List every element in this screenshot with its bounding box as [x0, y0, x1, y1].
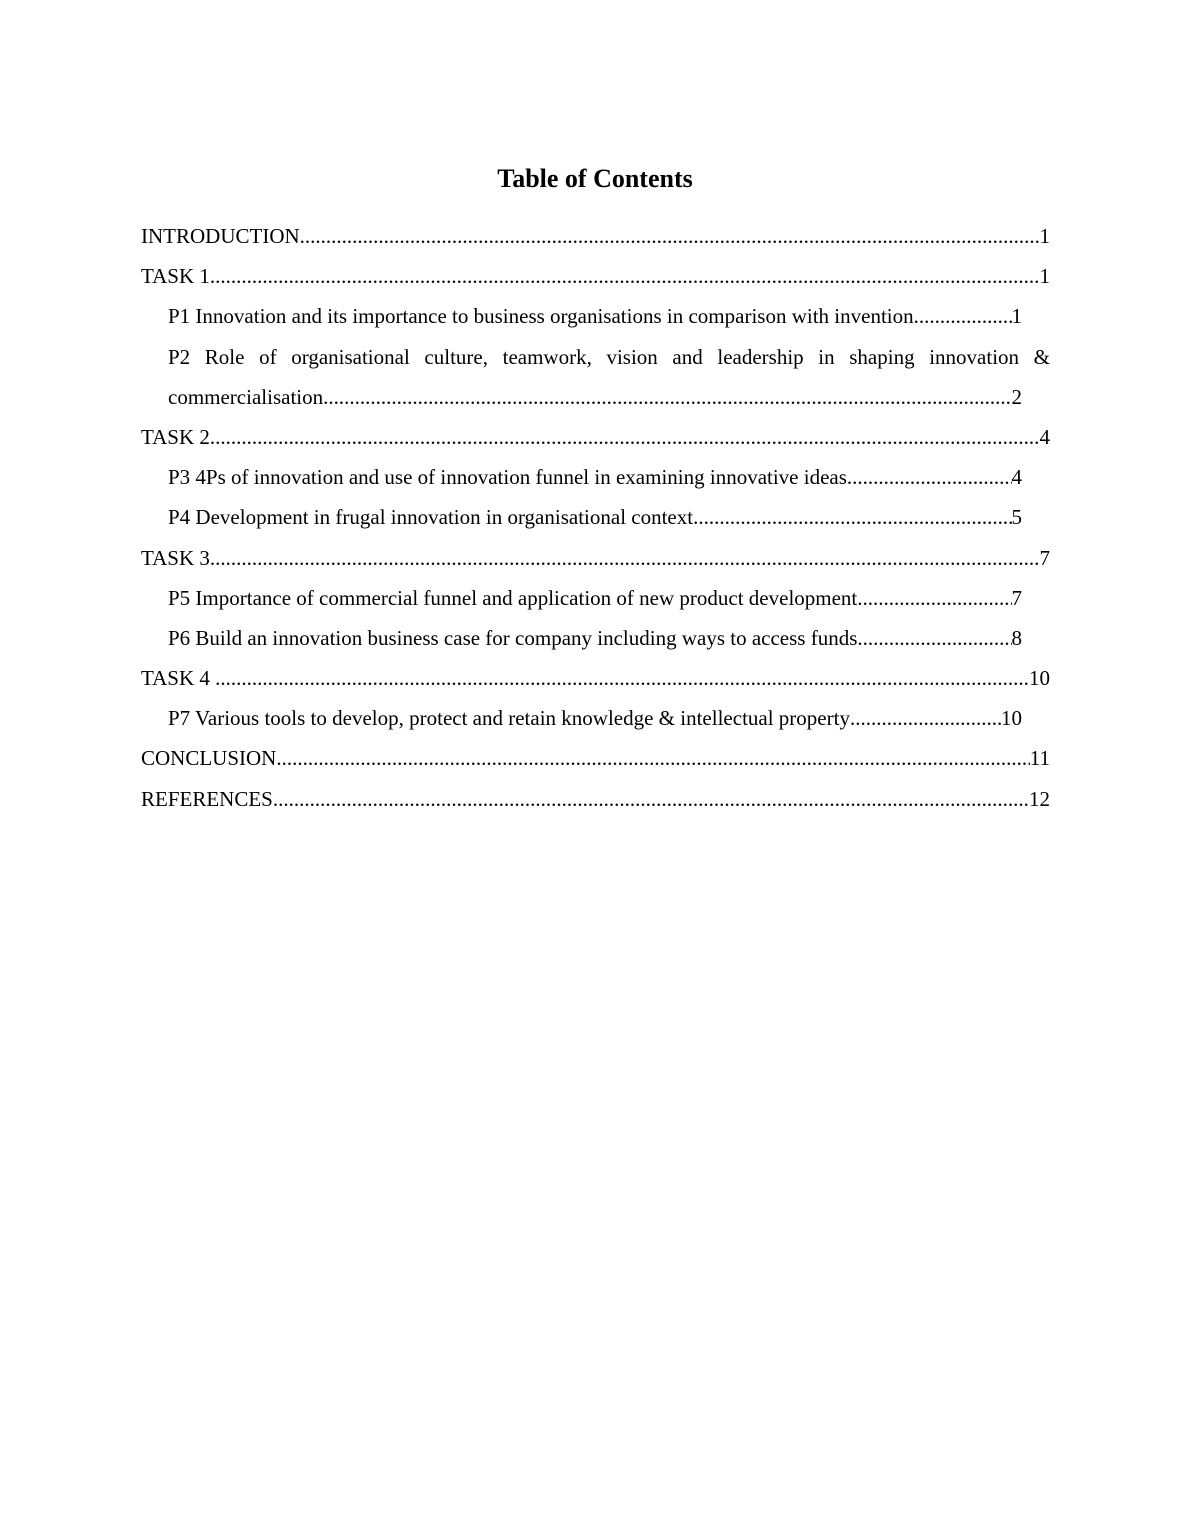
toc-entry-task-4[interactable]: [141, 658, 1050, 698]
toc-entry-label: CONCLUSION: [141, 746, 277, 771]
dot-leader: [857, 618, 1011, 658]
toc-entry-label: TASK 3: [141, 545, 210, 570]
toc-entry-task-1[interactable]: [141, 256, 1050, 296]
toc-entry-p6[interactable]: [168, 618, 1022, 658]
dot-leader: [850, 698, 1001, 738]
dot-leader: [210, 538, 1040, 578]
toc-entry-p1[interactable]: [168, 296, 1022, 336]
toc-page-number: 7: [1011, 585, 1022, 610]
toc-page-number: 10: [1029, 666, 1050, 691]
toc-entry-introduction[interactable]: [141, 216, 1050, 256]
dot-leader: [919, 296, 1012, 336]
toc-entry-references[interactable]: [141, 779, 1050, 819]
toc-page-number: 7: [1039, 545, 1050, 570]
toc-page-number: 5: [1011, 505, 1022, 530]
toc-page-number: 10: [1001, 706, 1022, 731]
dot-leader: [857, 578, 1011, 618]
toc-title: Table of Contents: [497, 164, 693, 193]
toc-entry-label: P7 Various tools to develop, protect and retain knowledge & intellectual property: [168, 706, 850, 731]
toc-page-number: 1: [1039, 264, 1050, 289]
toc-entry-label-line-2: commercialisation: [168, 384, 324, 409]
toc-page-number: 12: [1029, 786, 1050, 811]
toc-entry-p5[interactable]: [168, 578, 1022, 618]
table-of-contents: [141, 216, 1050, 819]
toc-entry-label: TASK 4: [141, 666, 216, 691]
toc-entry-task-3[interactable]: [141, 538, 1050, 578]
toc-entry-label: P1 Innovation and its importance to business organisations in comparison with invention.: [168, 304, 919, 329]
toc-entry-p7[interactable]: [168, 698, 1022, 738]
dot-leader: [323, 377, 1011, 417]
toc-entry-label: P5 Importance of commercial funnel and application of new product development: [168, 585, 858, 610]
toc-page-number: 4: [1011, 465, 1022, 490]
toc-entry-line-2: [168, 377, 1022, 417]
dot-leader: [693, 497, 1011, 537]
toc-entry-p4[interactable]: [168, 497, 1022, 537]
dot-leader: [273, 779, 1029, 819]
toc-entry-label: TASK 1: [141, 264, 210, 289]
toc-entry-label: P4 Development in frugal innovation in organisational context: [168, 505, 694, 530]
toc-entry-task-2[interactable]: [141, 417, 1050, 457]
toc-entry-label: REFERENCES: [141, 786, 273, 811]
toc-page-number: 4: [1039, 424, 1050, 449]
dot-leader: [276, 738, 1029, 778]
toc-page-number: 1: [1039, 224, 1050, 248]
dot-leader: [210, 417, 1040, 457]
toc-entry-p3[interactable]: [168, 457, 1022, 497]
toc-page-number: 8: [1011, 625, 1022, 650]
toc-entry-label: TASK 2: [141, 424, 210, 449]
toc-page-number: 11: [1029, 746, 1050, 771]
toc-entry-label: P3 4Ps of innovation and use of innovation funnel in examining innovative ideas: [168, 465, 847, 490]
toc-entry-conclusion[interactable]: [141, 738, 1050, 778]
dot-leader: [215, 658, 1029, 698]
dot-leader: [210, 256, 1040, 296]
toc-entry-label-line-1: P2 Role of organisational culture, teamwork, vision and leadership in shaping innovation &: [168, 344, 1050, 369]
toc-entry-label: INTRODUCTION: [141, 224, 300, 248]
dot-leader: [847, 457, 1012, 497]
toc-entry-p2[interactable]: [168, 337, 1050, 417]
dot-leader: [300, 216, 1040, 256]
toc-page-number: 2: [1011, 384, 1022, 409]
toc-page-number: 1: [1011, 304, 1022, 329]
toc-entry-label: P6 Build an innovation business case for company including ways to access funds: [168, 625, 858, 650]
